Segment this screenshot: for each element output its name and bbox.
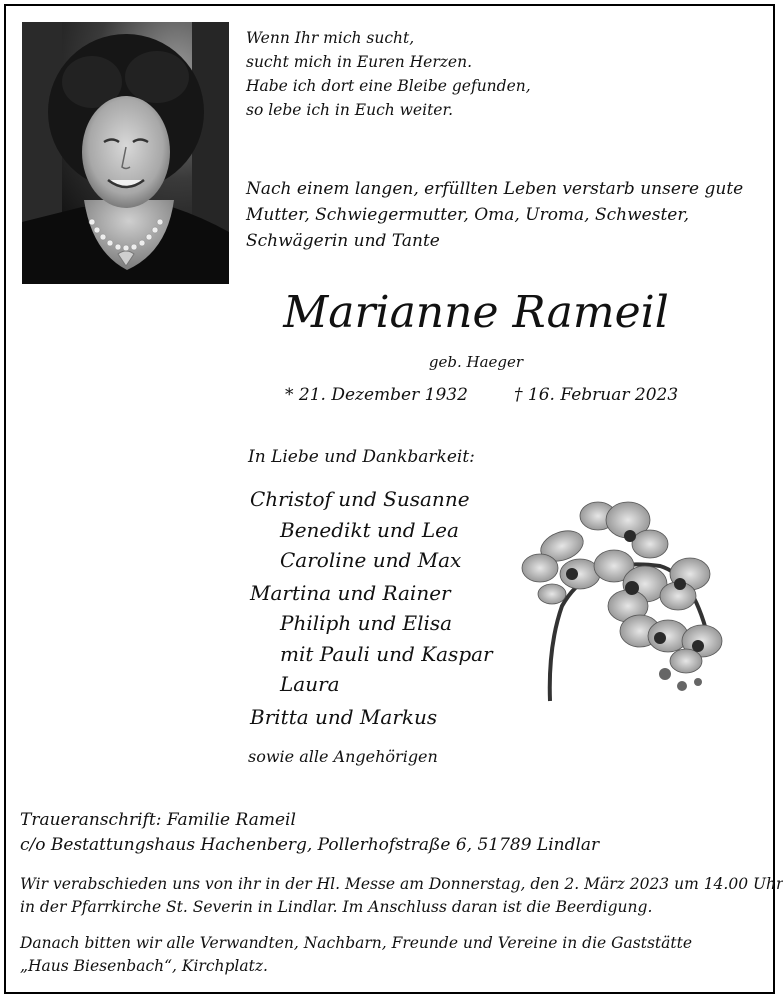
orchid-icon — [510, 496, 730, 706]
mourner-row: Christof und Susanne — [250, 487, 470, 511]
death-date: † 16. Februar 2023 — [514, 385, 679, 405]
intro-text — [246, 176, 743, 254]
service-line: Wir verabschieden uns von ihr in der Hl. Messe am Donnerstag, den 2. März 2023 um 14.00 Uhr — [20, 875, 783, 893]
birth-date: * 21. Dezember 1932 — [285, 385, 468, 405]
mourners-list — [250, 484, 493, 732]
mourner-row: Laura — [280, 672, 340, 696]
poem-line: Habe ich dort eine Bleibe gefunden, — [246, 77, 531, 95]
mourner-row: Martina und Rainer — [250, 580, 451, 605]
address-line: Traueranschrift: Familie Rameil — [20, 810, 296, 830]
mourner-row: Caroline und Max — [280, 548, 462, 572]
poem-line: Wenn Ihr mich sucht, — [246, 29, 415, 47]
service-info — [20, 873, 783, 919]
mourner-row: Philiph und Elisa — [280, 611, 453, 635]
mourner-row: mit Pauli und Kaspar — [280, 641, 493, 666]
maiden-name: geb. Haeger — [428, 353, 524, 371]
address-line: c/o Bestattungshaus Hachenberg, Pollerhofstraße 6, 51789 Lindlar — [20, 835, 600, 855]
poem — [246, 26, 531, 122]
portrait-photo — [22, 22, 229, 284]
invitation-info — [20, 932, 770, 978]
mourning-address — [20, 808, 599, 858]
other-relatives: sowie alle Angehörigen — [248, 747, 438, 766]
intro-line: Mutter, Schwiegermutter, Oma, Uroma, Schwester, — [246, 205, 689, 225]
intro-line: Schwägerin und Tante — [246, 231, 440, 251]
mourners-heading: In Liebe und Dankbarkeit: — [248, 447, 475, 467]
mourner-row: Britta und Markus — [250, 704, 438, 729]
service-line: in der Pfarrkirche St. Severin in Lindlar. Im Anschluss daran ist die Beerdigung. — [20, 898, 653, 916]
invite-line: Danach bitten wir alle Verwandten, Nachbarn, Freunde und Vereine in die Gaststätte — [20, 934, 693, 952]
poem-line: so lebe ich in Euch weiter. — [246, 101, 454, 119]
portrait-image — [22, 22, 229, 284]
invite-line: „Haus Biesenbach“, Kirchplatz. — [20, 957, 268, 975]
deceased-name: Marianne Rameil — [283, 287, 669, 338]
poem-line: sucht mich in Euren Herzen. — [246, 53, 473, 71]
intro-line: Nach einem langen, erfüllten Leben verstarb unsere gute — [246, 179, 744, 199]
orchid-image — [510, 496, 730, 706]
mourner-row: Benedikt und Lea — [280, 517, 459, 542]
